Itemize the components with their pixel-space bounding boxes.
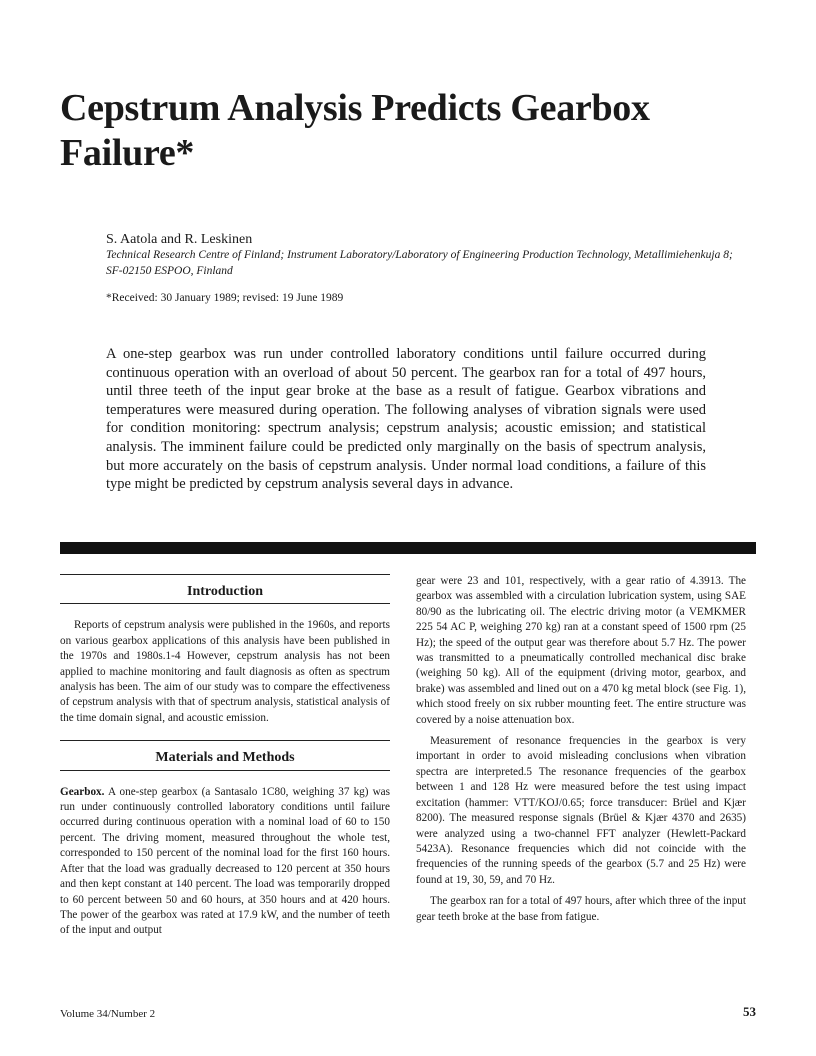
- journal-volume: Volume 34/Number 2: [60, 1008, 156, 1020]
- failure-paragraph: The gearbox ran for a total of 497 hours, after which three of the input gear teeth broke at the base from fatigue.: [416, 895, 746, 923]
- abstract: A one-step gearbox was run under controlled laboratory conditions until failure occurred during continuous operation with an overload of about 50 percent. The gearbox ran for a total of 497 hours, until three teeth of the input gear broke at the base as a result of fatigue. Gearbox vibrations and temperatures were measured during operation. The following analyses of vibration signals were used for condition monitoring: spectrum analysis; cepstrum analysis; acoustic emission; and statistical analysis. The imminent failure could be predicted only marginally on the basis of spectrum analysis, but more accurately on the basis of cepstrum analysis. Under normal load conditions, a failure of this type might be predicted by cepstrum analysis several days in advance.: [106, 346, 706, 493]
- introduction-heading: Introduction: [60, 574, 390, 604]
- gearbox-paragraph: [60, 785, 390, 939]
- methods-heading: Materials and Methods: [60, 740, 390, 770]
- setup-paragraph: gear were 23 and 101, respectively, with a gear ratio of 4.3913. The gearbox was assembled with a circulation lubrication system, using SAE 80/90 as the lubricating oil. The electric driving motor (a VEMKMER 225 54 AC P, weighing 270 kg) ran at a constant speed of 1500 rpm (25 Hz); the speed of the output gear was therefore about 5.7 Hz. The power was transmitted to a pneumatically controlled mechanical disc brake (weighing 50 kg). All of the equipment (driving motor, gearbox, and brake) was assembled and lined out on a 470 kg metal block (see Fig. 1), which stood freely on six rubber mounting feet. The entire structure was covered by a noise attenuation box.: [416, 575, 746, 726]
- right-column: [416, 574, 746, 925]
- resonance-paragraph: Measurement of resonance frequencies in the gearbox is very important in order to avoid misleading conclusions when vibration spectra are interpreted.5 The resonance frequencies of the gearbox between 1 and 128 Hz were measured before the test using impact excitation (hammer: VTT/KOJ/0.65; force transducer: Brüel and Kjær 8200). The measured response signals (Brüel & Kjær 4370 and 2635) were analyzed using a two-channel FFT analyzer (Hewlett-Packard 5423A). Resonance frequencies which did not coincide with the frequencies of the running speeds of the gearbox (5.7 and 25 Hz) were found at 19, 30, 59, and 70 Hz.: [416, 735, 746, 886]
- affiliation: Technical Research Centre of Finland; Instrument Laboratory/Laboratory of Engineering Production Technology, Metallimiehenkuja 8; SF-02150 ESPOO, Finland: [106, 249, 733, 277]
- page-number: 53: [743, 1004, 756, 1019]
- gearbox-runin-heading: Gearbox.: [60, 785, 105, 798]
- received-dates: *Received: 30 January 1989; revised: 19 June 1989: [106, 292, 344, 304]
- introduction-paragraph: Reports of cepstrum analysis were published in the 1960s, and reports on various gearbox applications of this analysis have been published in the 1970s and 1980s.1-4 However, cepstrum analysis has not been applied to machine monitoring and fault diagnosis as often as spectrum analysis has been. The aim of our study was to compare the effectiveness of cepstrum analysis with that of spectrum analysis, statistical analysis of the time domain signal, and acoustic emission.: [60, 619, 390, 724]
- authors: S. Aatola and R. Leskinen: [106, 232, 253, 247]
- left-column: [60, 574, 390, 939]
- section-divider-bar: [60, 542, 756, 554]
- article-title: Cepstrum Analysis Predicts Gearbox Failure*: [60, 87, 650, 174]
- gearbox-text: A one-step gearbox (a Santasalo 1C80, weighing 37 kg) was run under continuously controlled laboratory conditions until failure occurred during continuous operation with a nominal load of 60 to 150 percent. The driving moment, measured throughout the whole test, corresponded to 150 percent of the nominal load for the first 160 hours. After that the load was gradually decreased to 120 percent at 350 hours and then kept constant at 140 percent. The load was temporarily dropped to 60 percent between 50 and 60 hours, at 350 hours and at 420 hours. The power of the gearbox was rated at 17.9 kW, and the number of teeth of the input and output: [60, 785, 391, 937]
